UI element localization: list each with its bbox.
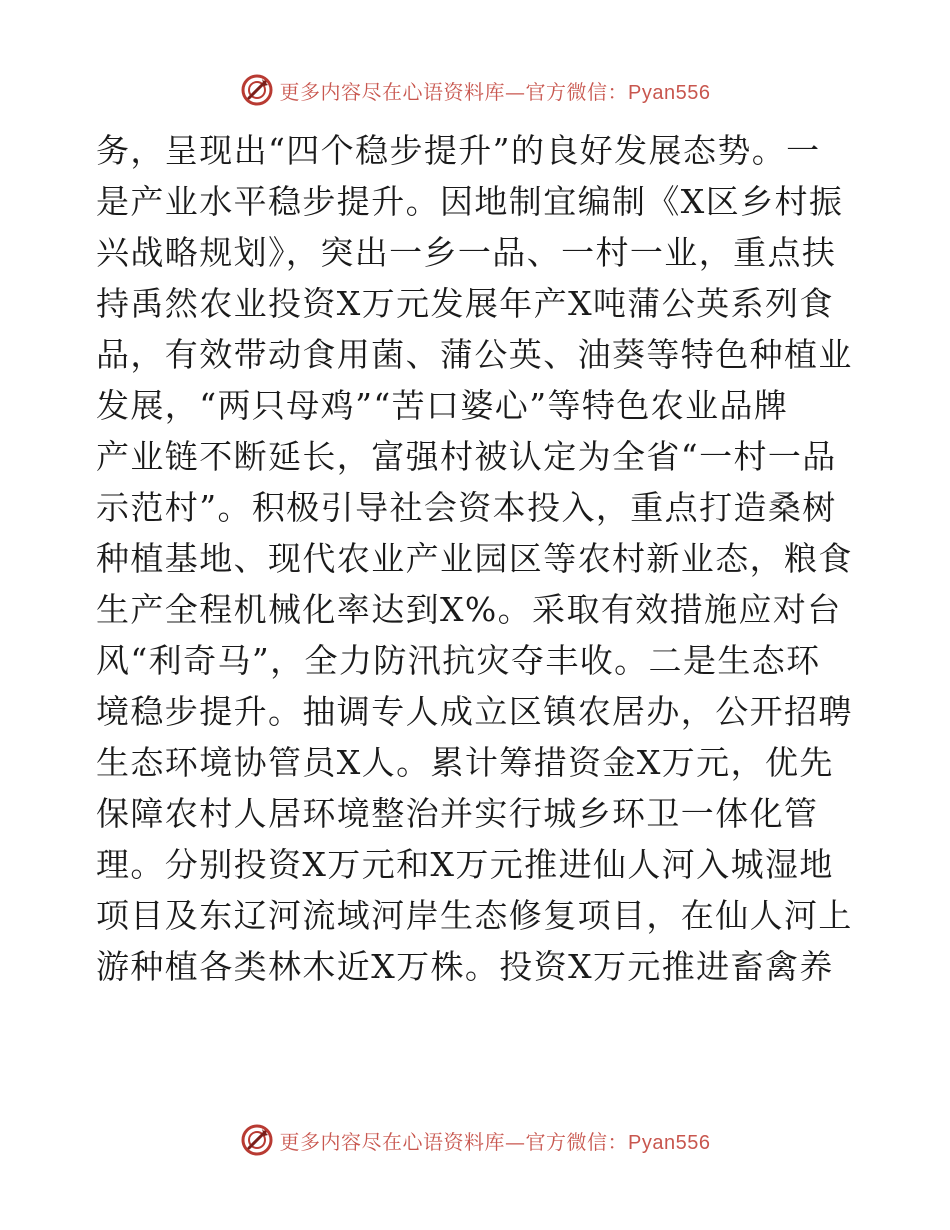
body-line-13: 生态环境协管员X人。累计筹措资金X万元，优先 (96, 743, 834, 782)
body-line-12: 境稳步提升。抽调专人成立区镇农居办，公开招聘 (96, 692, 853, 731)
body-line-4: 持禹然农业投资X万元发展年产X吨蒲公英系列食 (96, 284, 834, 323)
document-body (96, 125, 856, 992)
header-watermark-separator: — (505, 79, 526, 104)
body-line-17: 游种植各类林木近X万株。投资X万元推进畜禽养 (96, 947, 834, 986)
body-line-3: 兴战略规划》，突出一乡一品、一村一业，重点扶 (96, 233, 837, 272)
header-watermark-banner (0, 72, 950, 108)
seal-logo-icon (240, 73, 274, 107)
footer-watermark-wechat-label: 官方微信： (525, 1129, 629, 1154)
footer-watermark-main: 更多内容尽在心语资料库 (279, 1129, 506, 1154)
header-watermark-wechat-label: 官方微信： (525, 79, 629, 104)
body-line-5: 品，有效带动食用菌、蒲公英、油葵等特色种植业 (96, 335, 853, 374)
body-line-1: 务，呈现出“四个稳步提升”的良好发展态势。一 (96, 131, 821, 170)
header-watermark-wechat-id: Pyan556 (628, 81, 711, 104)
footer-watermark-text (280, 1126, 711, 1155)
body-line-11: 风“利奇马”，全力防汛抗灾夺丰收。二是生态环 (96, 641, 821, 680)
body-line-14: 保障农村人居环境整治并实行城乡环卫一体化管 (96, 794, 819, 833)
header-watermark-main: 更多内容尽在心语资料库 (279, 79, 506, 104)
header-watermark-text (280, 76, 711, 105)
body-line-15: 理。分别投资X万元和X万元推进仙人河入城湿地 (96, 845, 834, 884)
body-line-9: 种植基地、现代农业产业园区等农村新业态，粮食 (96, 539, 853, 578)
body-line-6: 发展，“两只母鸡”“苦口婆心”等特色农业品牌 (96, 386, 789, 425)
footer-watermark-wechat-id: Pyan556 (628, 1131, 711, 1154)
body-line-10: 生产全程机械化率达到X%。采取有效措施应对台 (96, 590, 842, 629)
footer-watermark-separator: — (505, 1129, 526, 1154)
body-line-2: 是产业水平稳步提升。因地制宜编制《X区乡村振 (96, 182, 844, 221)
body-line-7: 产业链不断延长，富强村被认定为全省“一村一品 (96, 437, 837, 476)
body-line-8: 示范村”。积极引导社会资本投入，重点打造桑树 (96, 488, 837, 527)
footer-watermark-banner (0, 1122, 950, 1158)
body-line-16: 项目及东辽河流域河岸生态修复项目，在仙人河上 (96, 896, 853, 935)
seal-logo-icon (240, 1123, 274, 1157)
